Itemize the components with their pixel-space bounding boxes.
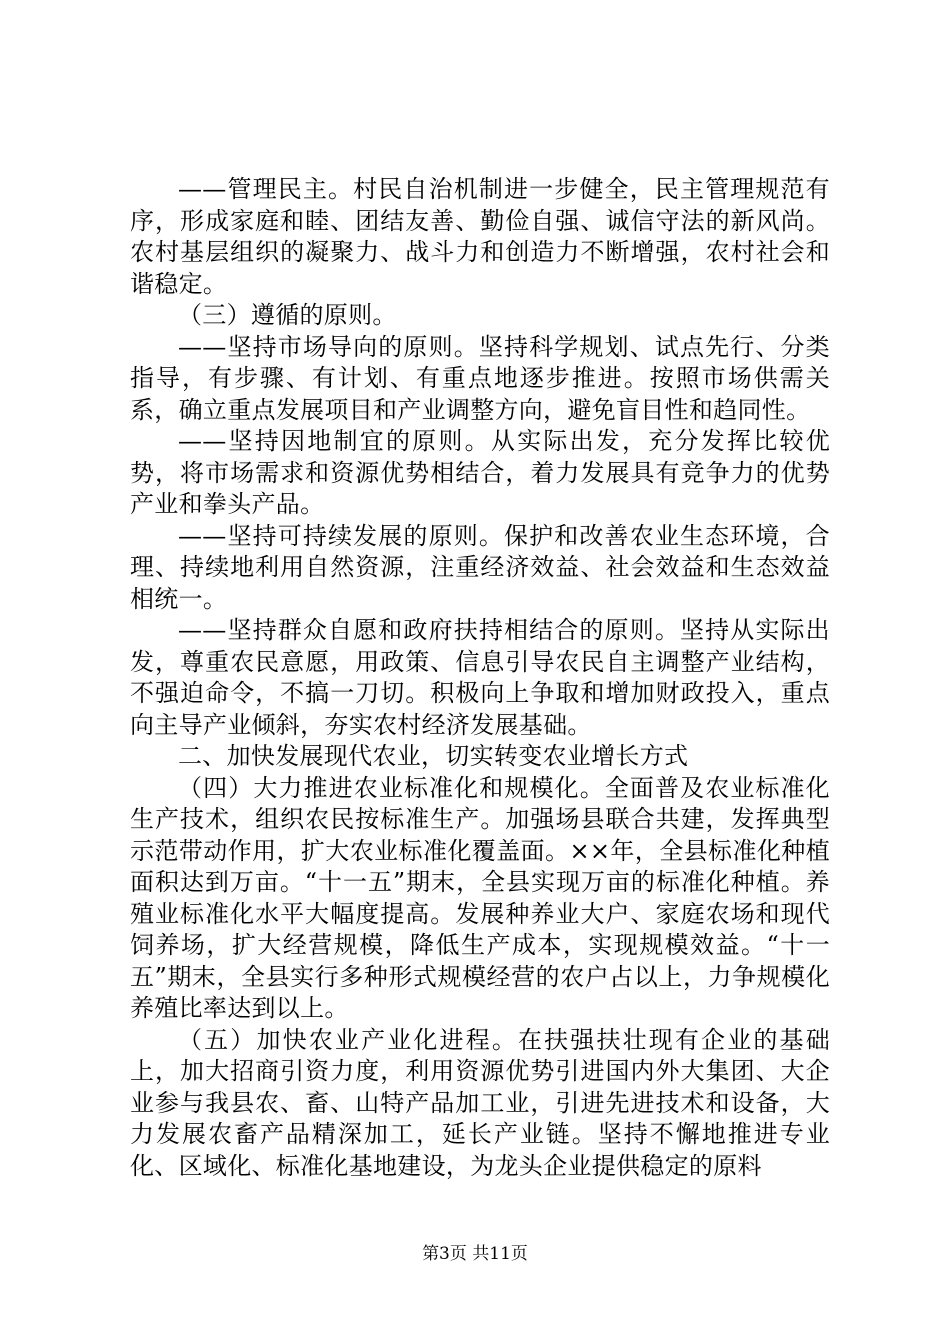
paragraph-local-conditions: ——坚持因地制宜的原则。从实际出发，充分发挥比较优势，将市场需求和资源优势相结合，着力发展具有竞争力的优势产业和拳头产品。	[130, 427, 830, 518]
document-body	[130, 174, 830, 1182]
paragraph-sustainable-development: ——坚持可持续发展的原则。保护和改善农业生态环境，合理、持续地利用自然资源，注重经济效益、社会效益和生态效益相统一。	[130, 521, 830, 613]
heading-principles: （三）遵循的原则。	[178, 301, 397, 329]
paragraph-voluntary-and-support: ——坚持群众自愿和政府扶持相结合的原则。坚持从实际出发，尊重农民意愿，用政策、信息引导农民自主调整产业结构，不强迫命令，不搞一刀切。积极向上争取和增加财政投入，重点向主导产业倾斜，夯实农村经济发展基础。	[130, 616, 830, 739]
paragraph-standardization: （四）大力推进农业标准化和规模化。全面普及农业标准化生产技术，组织农民按标准生产。加强场县联合共建，发挥典型示范带动作用，扩大农业标准化覆盖面。××年，全县标准化种植面积达到万亩。“十一五”期末，全县实现万亩的标准化种植。养殖业标准化水平大幅度提高。发展种养业大户、家庭农场和现代饲养场，扩大经营规模，降低生产成本，实现规模效益。“十一五”期末，全县实行多种形式规模经营的农户占以上，力争规模化养殖比率达到以上。	[130, 773, 830, 1022]
page-number-footer: 第3页 共11页	[422, 1244, 528, 1264]
section-heading-modern-agriculture: 二、加快发展现代农业，切实转变农业增长方式	[178, 742, 689, 770]
paragraph-market-orientation: ——坚持市场导向的原则。坚持科学规划、试点先行、分类指导，有步骤、有计划、有重点地逐步推进。按照市场供需关系，确立重点发展项目和产业调整方向，避免盲目性和趋同性。	[130, 332, 830, 424]
paragraph-management-democracy: ——管理民主。村民自治机制进一步健全，民主管理规范有序，形成家庭和睦、团结友善、勤俭自强、诚信守法的新风尚。农村基层组织的凝聚力、战斗力和创造力不断增强，农村社会和谐稳定。	[130, 175, 830, 298]
paragraph-industrialization: （五）加快农业产业化进程。在扶强扶壮现有企业的基础上，加大招商引资力度，利用资源优势引进国内外大集团、大企业参与我县农、畜、山特产品加工业，引进先进技术和设备，大力发展农畜产品精深加工，延长产业链。坚持不懈地推进专业化、区域化、标准化基地建设，为龙头企业提供稳定的原料	[130, 1025, 830, 1180]
